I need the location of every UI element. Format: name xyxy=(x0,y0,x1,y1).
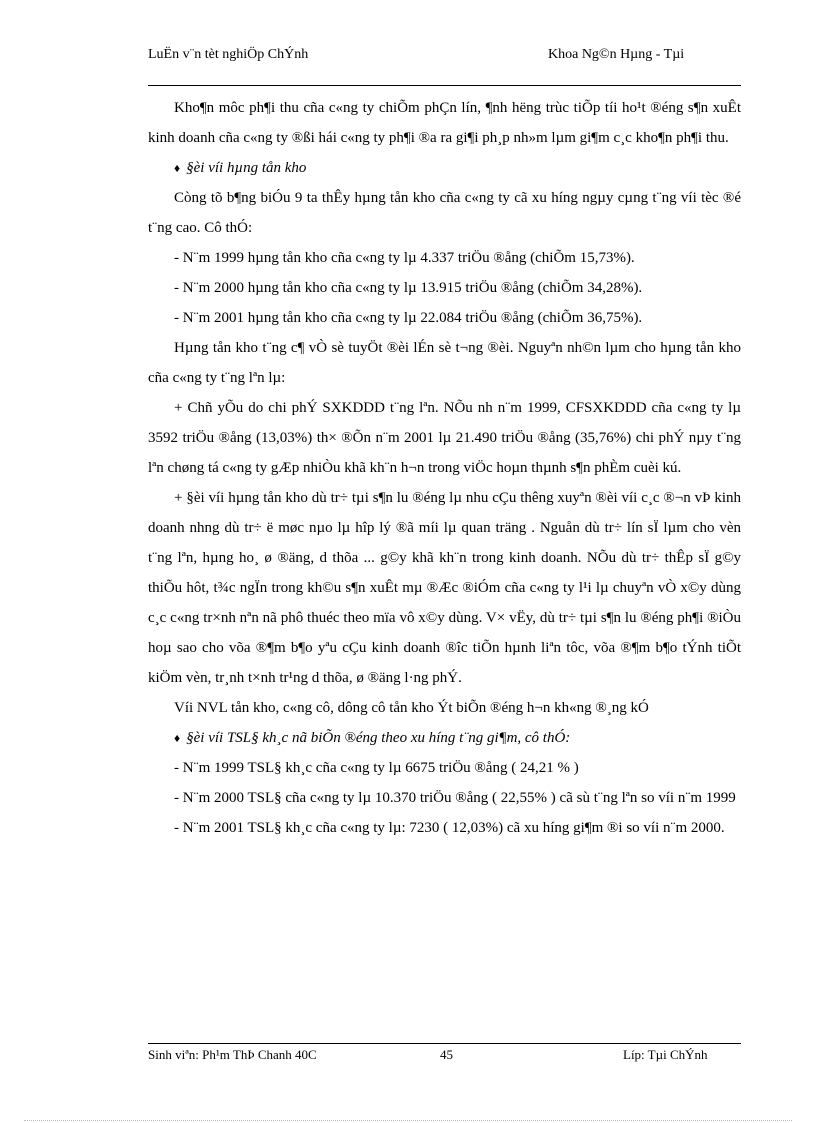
header-divider xyxy=(148,85,741,86)
paragraph: + Chñ yÕu do chi phÝ SXKDDD t¨ng lªn. NÕu nh n¨m 1999, CFSXKDDD cña c«ng ty lµ 3592 triÖu ®ång (13,03%) th× ®Õn n¨m 2001 lµ 21.490 triÖu ®ång (35,76%) chi phÝ nµy t¨ng lªn chøng tá c«ng ty gÆp nhiÒu khã kh¨n h¬n trong viÖc hoµn thµnh s¶n phÈm cuèi kú. xyxy=(148,400,741,476)
section-heading xyxy=(148,153,741,183)
section-heading-text: §èi víi hµng tån kho xyxy=(186,160,307,176)
list-item: - N¨m 1999 TSL§ kh¸c cña c«ng ty lµ 6675 triÖu ®ång ( 24,21 % ) xyxy=(174,760,579,776)
list-item: - N¨m 2001 TSL§ kh¸c cña c«ng ty lµ: 7230 ( 12,03%) cã xu híng gi¶m ®i so víi n¨m 2000. xyxy=(174,820,725,836)
footer-class: Líp: Tµi ChÝnh xyxy=(623,1047,708,1062)
paragraph: + §èi víi hµng tån kho dù tr÷ tµi s¶n lu ®éng lµ nhu cÇu thêng xuyªn ®èi víi c¸c ®¬n vÞ kinh doanh nhng dù tr÷ ë møc nµo lµ hîp lý ®ã míi lµ quan träng . Nguån dù tr÷ lín sÏ lµm cho vèn t¨ng lªn, hµng ho¸ ø ®äng, d thõa ... g©y khã kh¨n trong kinh doanh. NÕu dù tr÷ thÊp sÏ g©y thiÕu hôt, t¾c ngÏn trong kh©u s¶n xuÊt mµ ®Æc ®iÓm cña c«ng ty l¹i lµ chuyªn vÒ x©y dùng c¸c c«ng tr×nh nªn nã phô thuéc theo mïa vô x©y dùng. V× vËy, dù tr÷ tµi s¶n lu ®éng ph¶i ®iÒu hoµ sao cho võa ®¶m b¶o yªu cÇu kinh doanh ®îc tiÕn hµnh liªn tôc, võa ®¶m b¶o tÝnh tiÕt kiÖm vèn, tr¸nh t×nh tr¹ng d thõa, ø ®äng l·ng phÝ. xyxy=(148,490,741,686)
paragraph: Víi NVL tån kho, c«ng cô, dông cô tån kho Ýt biÕn ®éng h¬n kh«ng ®¸ng kÓ xyxy=(174,700,649,716)
paragraph: Còng tõ b¶ng biÓu 9 ta thÊy hµng tån kho cña c«ng ty cã xu híng ngµy cµng t¨ng víi tèc ®é t¨ng cao. Cô thÓ: xyxy=(148,190,741,236)
page-number: 45 xyxy=(440,1047,453,1062)
header-faculty: Khoa Ng©n Hµng - Tµi xyxy=(548,47,685,62)
footer-student: Sinh viªn: Ph¹m ThÞ Chanh 40C xyxy=(148,1047,317,1062)
diamond-bullet-icon: ♦ xyxy=(174,731,181,745)
page-bottom-edge xyxy=(24,1120,792,1121)
list-item: - N¨m 1999 hµng tån kho cña c«ng ty lµ 4.337 triÖu ®ång (chiÕm 15,73%). xyxy=(174,250,635,266)
section-heading xyxy=(148,723,741,753)
diamond-bullet-icon: ♦ xyxy=(174,161,181,175)
header-thesis-title: LuËn v¨n tèt nghiÖp ChÝnh xyxy=(148,47,309,62)
footer-divider xyxy=(148,1043,741,1044)
list-item: - N¨m 2001 hµng tån kho cña c«ng ty lµ 22.084 triÖu ®ång (chiÕm 36,75%). xyxy=(174,310,643,326)
paragraph: Kho¶n môc ph¶i thu cña c«ng ty chiÕm phÇn lín, ¶nh hëng trùc tiÕp tíi ho¹t ®éng s¶n xuÊt kinh doanh cña c«ng ty ®ßi hái c«ng ty ph¶i ®a ra gi¶i ph¸p nh»m lµm gi¶m c¸c kho¶n ph¶i thu. xyxy=(148,100,741,146)
list-item: - N¨m 2000 hµng tån kho cña c«ng ty lµ 13.915 triÖu ®ång (chiÕm 34,28%). xyxy=(174,280,643,296)
paragraph: Hµng tån kho t¨ng c¶ vÒ sè tuyÖt ®èi lÉn sè t¬ng ®èi. Nguyªn nh©n lµm cho hµng tån kho cña c«ng ty t¨ng lªn lµ: xyxy=(148,340,741,386)
section-heading-text: §èi víi TSL§ kh¸c nã biÕn ®éng theo xu híng t¨ng gi¶m, cô thÓ: xyxy=(186,730,571,746)
list-item: - N¨m 2000 TSL§ cña c«ng ty lµ 10.370 triÖu ®ång ( 22,55% ) cã sù t¨ng lªn so víi n¨m 1999 xyxy=(174,790,736,806)
document-body xyxy=(148,93,741,843)
